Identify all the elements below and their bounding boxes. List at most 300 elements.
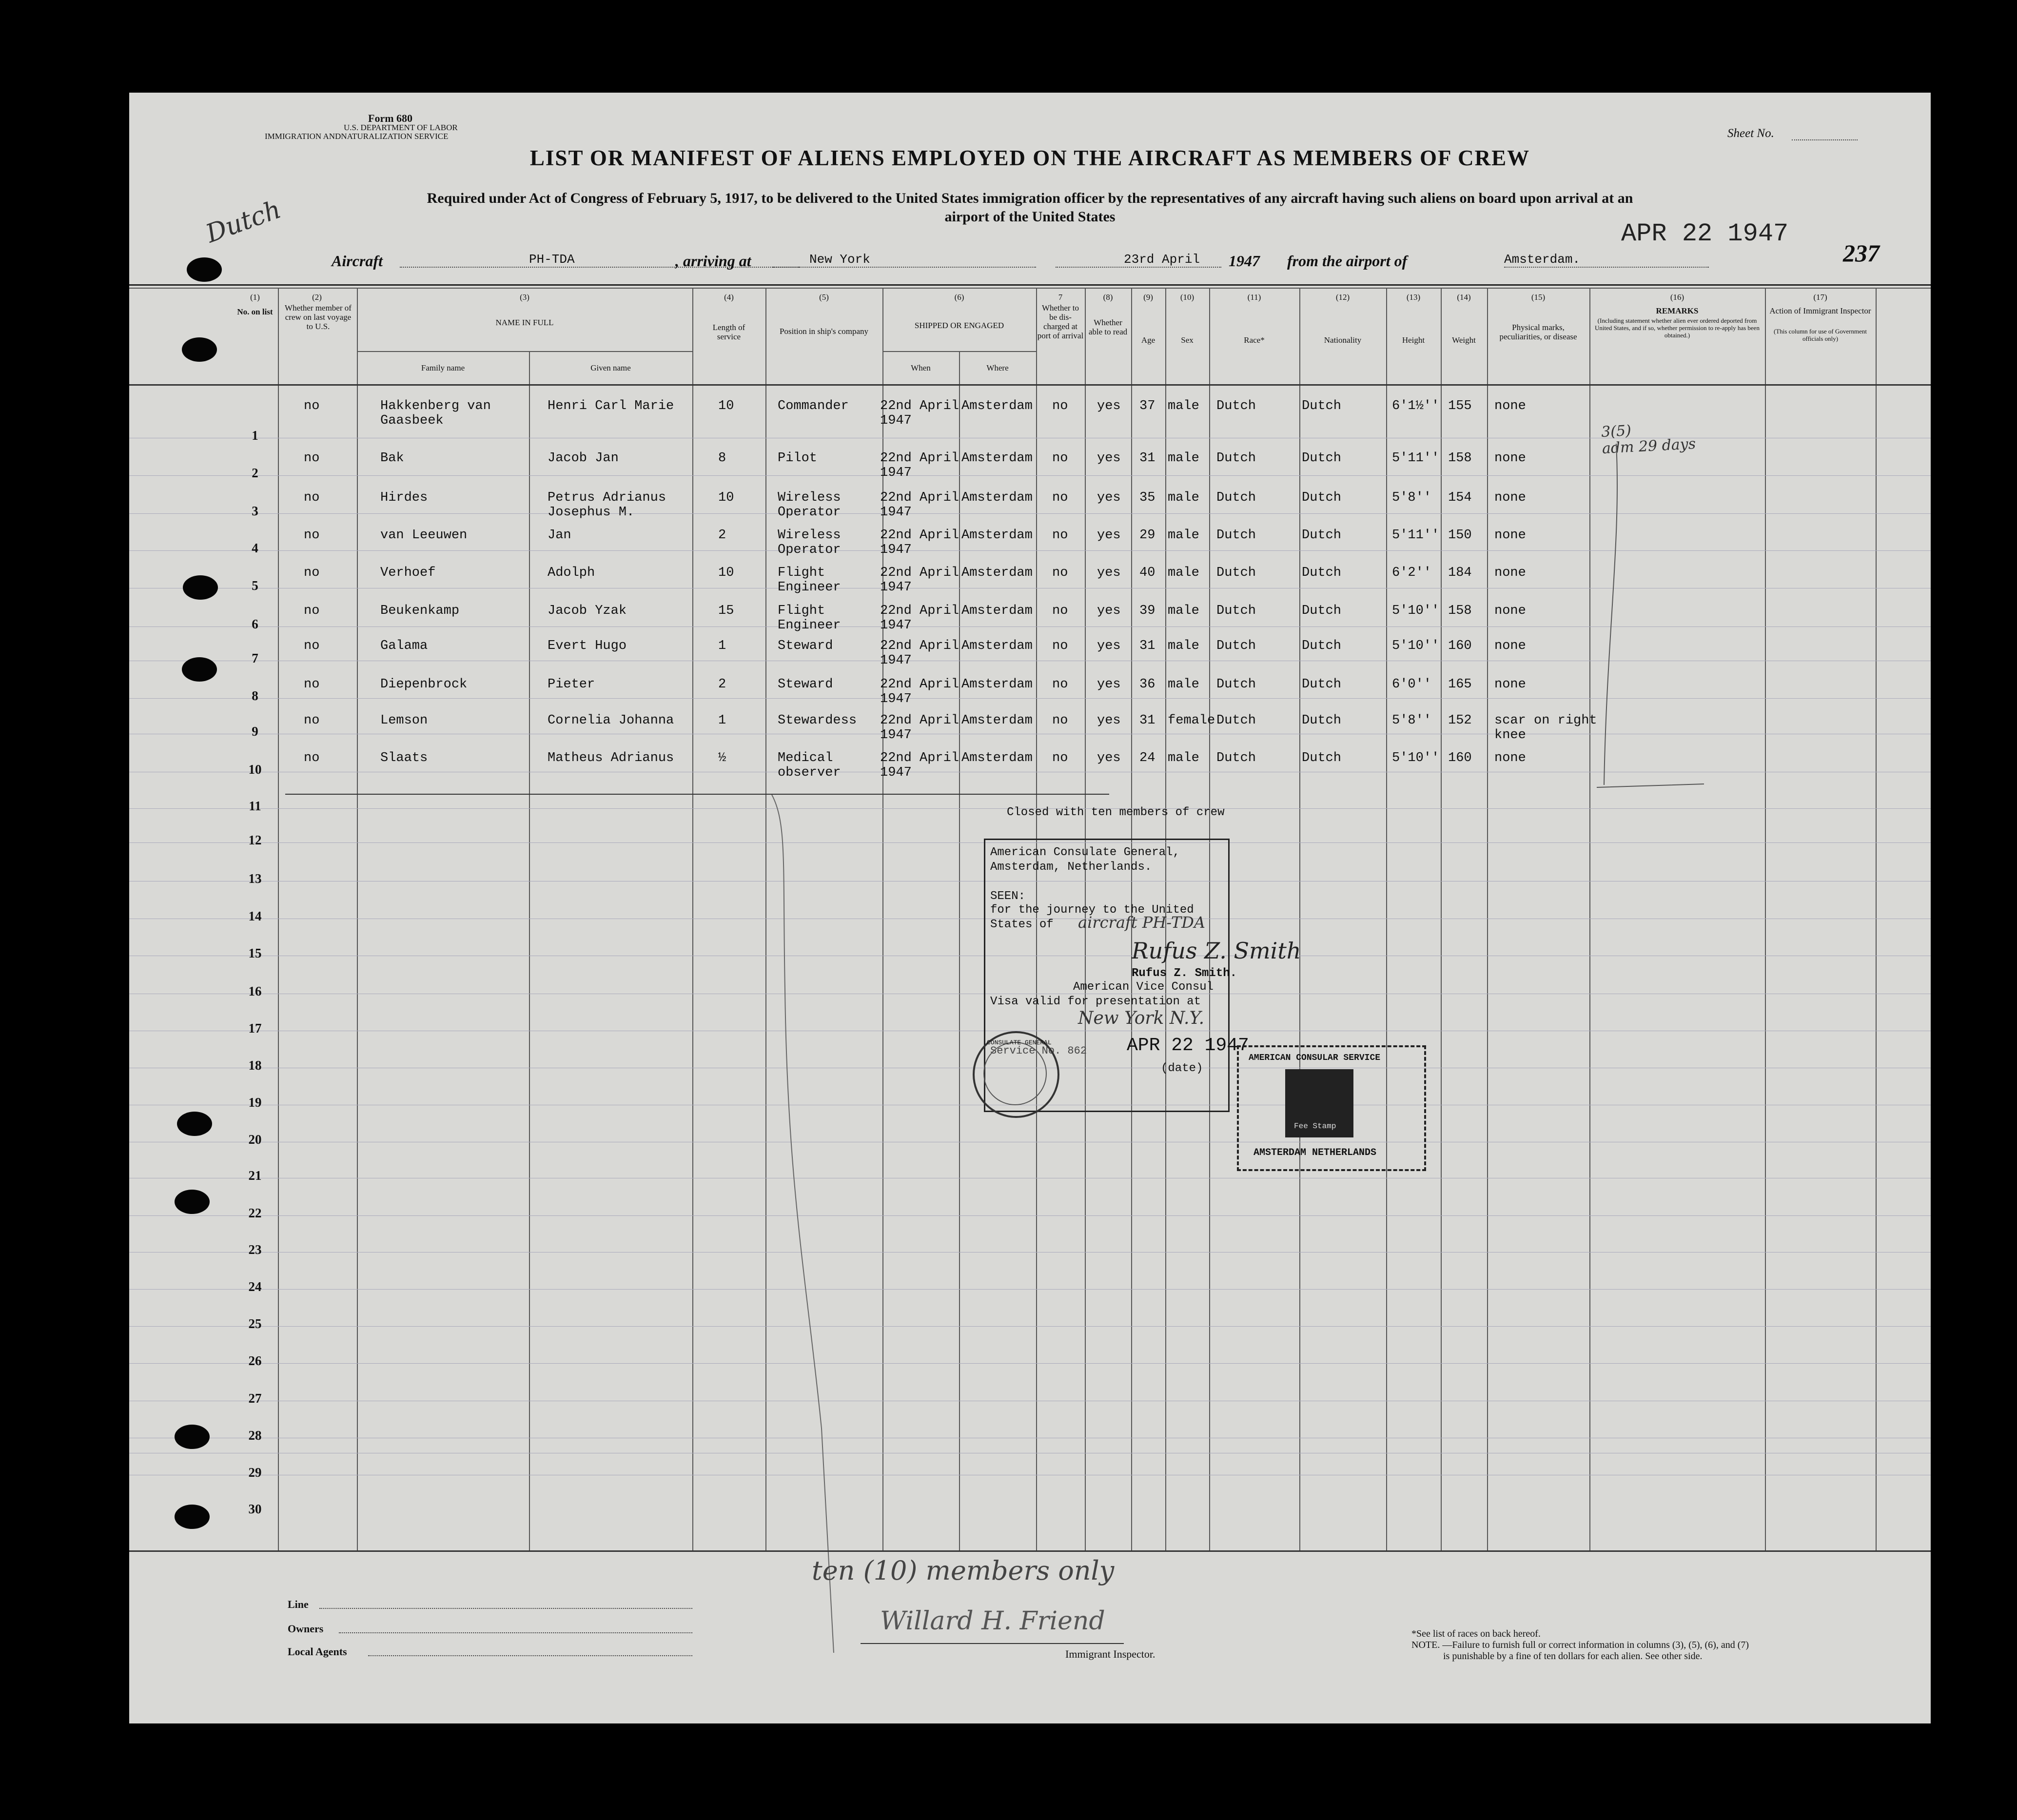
col-line	[1299, 288, 1300, 1550]
cell-race: Dutch	[1216, 604, 1256, 618]
cell-given: Adolph	[548, 566, 595, 580]
cell-weight: 158	[1448, 451, 1472, 466]
stamp-top-text: AMERICAN CONSULAR SERVICE	[1249, 1053, 1381, 1063]
cell-prev: no	[304, 751, 320, 765]
footnote-races: *See list of races on back hereof.	[1411, 1628, 1541, 1639]
inspector-line	[861, 1643, 1124, 1644]
from-value: Amsterdam.	[1504, 252, 1581, 267]
row-number: 29	[248, 1465, 262, 1480]
consulate-seen: SEEN:	[990, 890, 1026, 903]
cell-position: Wireless Operator	[778, 528, 841, 557]
row-number: 25	[248, 1316, 262, 1331]
cell-prev: no	[304, 713, 320, 728]
row-number: 13	[248, 871, 262, 886]
cell-family: Galama	[380, 639, 428, 653]
cell-height: 5'10''	[1392, 604, 1440, 618]
inspector-label: Immigrant Inspector.	[1065, 1648, 1155, 1660]
cell-sex: male	[1168, 528, 1199, 543]
date-label: (date)	[1161, 1062, 1203, 1075]
cell-prev: no	[304, 451, 320, 466]
row-number: 9	[252, 724, 258, 739]
cell-family: Hirdes	[380, 490, 428, 505]
cell-height: 5'11''	[1392, 528, 1440, 543]
agents-label: Local Agents	[288, 1645, 347, 1658]
seal-text: CONSULATE GENERAL	[987, 1039, 1052, 1046]
cell-position: Commander	[778, 399, 849, 413]
col8-header: Whether able to read	[1088, 318, 1128, 336]
row-number: 23	[248, 1242, 262, 1257]
cell-age: 31	[1139, 713, 1155, 728]
cell-height: 5'8''	[1392, 713, 1432, 728]
family-name-header: Family name	[421, 363, 465, 372]
row-number: 1	[252, 428, 258, 443]
cell-race: Dutch	[1216, 451, 1256, 466]
cell-marks: none	[1494, 528, 1526, 543]
shipped-subrule	[882, 351, 1036, 352]
row-number: 24	[248, 1279, 262, 1294]
cell-nationality: Dutch	[1302, 490, 1342, 505]
row-number: 22	[248, 1206, 262, 1220]
cell-when: 22nd April 1947	[880, 713, 960, 743]
cell-height: 6'2''	[1392, 566, 1432, 580]
line-field	[319, 1608, 692, 1609]
cell-read: yes	[1097, 566, 1121, 580]
cell-height: 6'0''	[1392, 677, 1432, 692]
subtitle-line-1: Required under Act of Congress of February 5, 1917, to be delivered to the United States immigration officer by the representatives of any aircraft having such aliens on board upon arrival at an	[427, 190, 1633, 206]
handwritten-dutch: Dutch	[202, 195, 285, 249]
cell-when: 22nd April 1947	[880, 399, 960, 428]
cell-nationality: Dutch	[1302, 566, 1342, 580]
row-number: 5	[252, 578, 258, 593]
cell-family: Bak	[380, 451, 404, 466]
cell-where: Amsterdam	[961, 639, 1033, 653]
row-rule	[129, 1363, 1931, 1364]
cell-position: Wireless Operator	[778, 490, 841, 520]
cell-length: 2	[718, 528, 726, 543]
col17-header: Action of Immigrant Inspector	[1769, 306, 1871, 315]
consulate-line2: Amsterdam, Netherlands.	[990, 861, 1152, 874]
consulate-journey: for the journey to the United	[990, 903, 1194, 917]
row-number: 6	[252, 617, 258, 631]
consul-name: Rufus Z. Smith.	[1132, 967, 1237, 980]
row-rule	[129, 1289, 1931, 1290]
cell-height: 5'10''	[1392, 751, 1440, 765]
row-number: 7	[252, 651, 258, 665]
cell-family: Lemson	[380, 713, 428, 728]
cell-given: Matheus Adrianus	[548, 751, 674, 765]
cell-marks: none	[1494, 451, 1526, 466]
cell-family: Beukenkamp	[380, 604, 460, 618]
when-header: When	[911, 363, 931, 372]
cell-weight: 154	[1448, 490, 1472, 505]
row-number: 20	[248, 1132, 262, 1147]
from-label: from the airport of	[1287, 252, 1408, 270]
cell-given: Jacob Yzak	[548, 604, 627, 618]
subtitle-line-2: airport of the United States	[944, 209, 1116, 225]
cell-where: Amsterdam	[961, 490, 1033, 505]
cell-race: Dutch	[1216, 490, 1256, 505]
page-number: 237	[1843, 239, 1880, 267]
binder-hole	[175, 1425, 210, 1449]
row-number: 30	[248, 1502, 262, 1516]
cell-given: Jan	[548, 528, 571, 543]
cell-discharge: no	[1052, 399, 1068, 413]
cell-discharge: no	[1052, 639, 1068, 653]
cell-prev: no	[304, 566, 320, 580]
col3-number: (3)	[520, 293, 529, 302]
cell-read: yes	[1097, 751, 1121, 765]
col16-number: (16)	[1670, 293, 1684, 302]
date-value: 23rd April	[1124, 252, 1200, 267]
department: U.S. DEPARTMENT OF LABOR	[344, 123, 458, 132]
date-line	[1056, 267, 1221, 268]
ten-only-note: ten (10) members only	[812, 1555, 1115, 1586]
row-number: 8	[252, 688, 258, 703]
cell-nationality: Dutch	[1302, 528, 1342, 543]
row-number: 12	[248, 833, 262, 847]
col4-header: Length of service	[712, 323, 745, 341]
page-title: LIST OR MANIFEST OF ALIENS EMPLOYED ON THE AIRCRAFT AS MEMBERS OF CREW	[529, 146, 1530, 170]
col14-number: (14)	[1457, 293, 1471, 302]
header-date-stamp: APR 22 1947	[1621, 219, 1789, 248]
remarks-handwriting: 3(5) adm 29 days	[1601, 422, 1696, 457]
cell-weight: 155	[1448, 399, 1472, 413]
cell-race: Dutch	[1216, 566, 1256, 580]
cell-position: Steward	[778, 677, 833, 692]
cell-position: Medical observer	[778, 751, 841, 780]
cell-given: Evert Hugo	[548, 639, 627, 653]
cell-race: Dutch	[1216, 528, 1256, 543]
cell-where: Amsterdam	[961, 399, 1033, 413]
binder-hole	[182, 657, 217, 682]
cell-when: 22nd April 1947	[880, 751, 960, 780]
col13-header: Height	[1402, 335, 1425, 345]
cell-height: 5'10''	[1392, 639, 1440, 653]
col-line	[357, 288, 358, 1550]
cell-race: Dutch	[1216, 639, 1256, 653]
cell-where: Amsterdam	[961, 451, 1033, 466]
cell-family: Hakkenberg van Gaasbeek	[380, 399, 491, 428]
cell-race: Dutch	[1216, 399, 1256, 413]
col-line	[529, 351, 530, 1550]
inspector-signature: Willard H. Friend	[880, 1606, 1105, 1636]
given-name-header: Given name	[590, 363, 631, 372]
cell-sex: male	[1168, 490, 1199, 505]
aircraft-label: Aircraft	[332, 252, 383, 270]
cell-where: Amsterdam	[961, 751, 1033, 765]
aircraft-value: PH-TDA	[529, 252, 575, 267]
cell-discharge: no	[1052, 566, 1068, 580]
col2-number: (2)	[312, 293, 322, 302]
col11-header: Race*	[1244, 335, 1265, 345]
cell-length: 1	[718, 713, 726, 728]
col7-number: 7	[1058, 293, 1063, 302]
cell-read: yes	[1097, 639, 1121, 653]
manifest-sheet	[129, 93, 1931, 1723]
consul-signature: Rufus Z. Smith	[1132, 938, 1301, 964]
row-number: 15	[248, 946, 262, 960]
cell-read: yes	[1097, 604, 1121, 618]
col12-number: (12)	[1335, 293, 1350, 302]
service-number: Service No. 862	[990, 1045, 1087, 1057]
arriving-label: , arriving at	[675, 252, 751, 270]
cell-position: Steward	[778, 639, 833, 653]
cell-discharge: no	[1052, 451, 1068, 466]
col16-header: REMARKS	[1656, 306, 1699, 315]
cell-marks: none	[1494, 751, 1526, 765]
col9-header: Age	[1141, 335, 1155, 345]
cell-read: yes	[1097, 490, 1121, 505]
col2-header: Whether member of crew on last voyage to U.S.	[285, 303, 352, 331]
column-header-rule	[129, 384, 1931, 386]
col-line	[1765, 288, 1766, 1550]
cell-nationality: Dutch	[1302, 713, 1342, 728]
cell-length: 10	[718, 490, 734, 505]
col13-number: (13)	[1406, 293, 1421, 302]
cell-family: Slaats	[380, 751, 428, 765]
cell-length: ½	[718, 751, 726, 765]
col4-number: (4)	[724, 293, 734, 302]
table-bottom-rule	[129, 1550, 1931, 1552]
row-number: 3	[252, 504, 258, 518]
col17-subheader: (This column for use of Government officials only)	[1774, 328, 1867, 342]
cell-weight: 160	[1448, 751, 1472, 765]
cell-race: Dutch	[1216, 751, 1256, 765]
cell-sex: male	[1168, 604, 1199, 618]
cell-age: 37	[1139, 399, 1155, 413]
footnote-penalty-2: is punishable by a fine of ten dollars for each alien. See other side.	[1443, 1651, 1703, 1662]
sheet-label: Sheet No.	[1727, 127, 1774, 140]
visa-port: New York N.Y.	[1078, 1008, 1205, 1028]
col7-header: Whether to be dis-charged at port of arrival	[1037, 303, 1084, 340]
cell-age: 36	[1139, 677, 1155, 692]
fee-stamp-label: Fee Stamp	[1294, 1122, 1336, 1131]
binder-hole	[182, 337, 217, 362]
cell-given: Henri Carl Marie	[548, 399, 674, 413]
row-rule	[129, 1326, 1931, 1327]
cell-race: Dutch	[1216, 677, 1256, 692]
col6-number: (6)	[954, 293, 964, 302]
cell-length: 1	[718, 639, 726, 653]
consular-seal	[973, 1031, 1059, 1118]
cell-length: 8	[718, 451, 726, 466]
cell-nationality: Dutch	[1302, 751, 1342, 765]
row-number: 21	[248, 1168, 262, 1183]
cell-given: Petrus Adrianus Josephus M.	[548, 490, 666, 520]
row-rule	[129, 1215, 1931, 1216]
cell-prev: no	[304, 604, 320, 618]
cell-position: Pilot	[778, 451, 818, 466]
col-line	[765, 288, 766, 1550]
row-number: 10	[248, 762, 262, 777]
col6-header: SHIPPED OR ENGAGED	[914, 321, 1004, 330]
cell-weight: 165	[1448, 677, 1472, 692]
cell-family: Verhoef	[380, 566, 436, 580]
row-number: 27	[248, 1391, 262, 1406]
year-value: 1947	[1229, 252, 1260, 270]
col10-number: (10)	[1180, 293, 1195, 302]
col9-number: (9)	[1143, 293, 1153, 302]
cell-discharge: no	[1052, 528, 1068, 543]
cell-read: yes	[1097, 451, 1121, 466]
cell-sex: male	[1168, 677, 1199, 692]
col-line	[1441, 288, 1442, 1550]
pen-line	[768, 795, 880, 1658]
cell-sex: female	[1168, 713, 1215, 728]
cell-marks: none	[1494, 399, 1526, 413]
visa-text: Visa valid for presentation at	[990, 995, 1201, 1008]
row-number: 2	[252, 466, 258, 480]
cell-when: 22nd April 1947	[880, 604, 960, 633]
cell-age: 24	[1139, 751, 1155, 765]
consulate-states-hand: aircraft PH-TDA	[1078, 913, 1205, 932]
col-line	[959, 351, 960, 1550]
cell-when: 22nd April 1947	[880, 528, 960, 557]
where-header: Where	[986, 363, 1009, 372]
col-line	[278, 288, 279, 1550]
cell-discharge: no	[1052, 604, 1068, 618]
cell-given: Cornelia Johanna	[548, 713, 674, 728]
cell-length: 2	[718, 677, 726, 692]
cell-marks: none	[1494, 677, 1526, 692]
binder-hole	[175, 1190, 210, 1214]
visa-date: APR 22 1947	[1127, 1035, 1249, 1056]
consulate-line1: American Consulate General,	[990, 846, 1180, 859]
cell-where: Amsterdam	[961, 604, 1033, 618]
cell-nationality: Dutch	[1302, 639, 1342, 653]
cell-sex: male	[1168, 639, 1199, 653]
cell-read: yes	[1097, 528, 1121, 543]
cell-nationality: Dutch	[1302, 399, 1342, 413]
cell-when: 22nd April 1947	[880, 566, 960, 595]
seal-inner	[983, 1042, 1047, 1105]
arriving-line	[773, 267, 1036, 268]
cell-height: 6'1½''	[1392, 399, 1440, 413]
fee-stamp-box	[1237, 1045, 1426, 1171]
remarks-pen-line	[1587, 444, 1714, 795]
cell-nationality: Dutch	[1302, 677, 1342, 692]
closed-with-text: Closed with ten members of crew	[1007, 806, 1225, 819]
cell-weight: 152	[1448, 713, 1472, 728]
cell-length: 10	[718, 566, 734, 580]
col14-header: Weight	[1452, 335, 1476, 345]
cell-discharge: no	[1052, 713, 1068, 728]
cell-where: Amsterdam	[961, 528, 1033, 543]
row-number: 26	[248, 1353, 262, 1368]
cell-nationality: Dutch	[1302, 451, 1342, 466]
cell-prev: no	[304, 490, 320, 505]
cell-marks: scar on right knee	[1494, 713, 1597, 743]
cell-given: Pieter	[548, 677, 595, 692]
cell-height: 5'11''	[1392, 451, 1440, 466]
cell-read: yes	[1097, 677, 1121, 692]
from-line	[1504, 267, 1709, 268]
cell-where: Amsterdam	[961, 713, 1033, 728]
row-number: 18	[248, 1058, 262, 1073]
cell-discharge: no	[1052, 677, 1068, 692]
cell-weight: 150	[1448, 528, 1472, 543]
consul-title: American Vice Consul	[1073, 980, 1214, 994]
col10-header: Sex	[1181, 335, 1194, 345]
col5-number: (5)	[819, 293, 829, 302]
col3-header: NAME IN FULL	[495, 318, 554, 327]
cell-marks: none	[1494, 604, 1526, 618]
binder-hole	[175, 1505, 210, 1529]
service: IMMIGRATION ANDNATURALIZATION SERVICE	[265, 132, 449, 141]
cell-sex: male	[1168, 451, 1199, 466]
cell-read: yes	[1097, 713, 1121, 728]
col15-number: (15)	[1531, 293, 1546, 302]
col8-number: (8)	[1103, 293, 1113, 302]
binder-hole	[187, 257, 222, 282]
cell-discharge: no	[1052, 490, 1068, 505]
cell-prev: no	[304, 528, 320, 543]
row-number: 11	[249, 799, 261, 813]
closing-rule	[285, 794, 1109, 795]
row-number: 17	[248, 1021, 262, 1036]
owners-field	[339, 1632, 692, 1633]
arriving-value: New York	[809, 252, 870, 267]
col-line	[1876, 288, 1877, 1550]
cell-sex: male	[1168, 566, 1199, 580]
cell-position: Flight Engineer	[778, 604, 841, 633]
row-number: 4	[252, 541, 258, 555]
cell-weight: 158	[1448, 604, 1472, 618]
cell-nationality: Dutch	[1302, 604, 1342, 618]
col5-header: Position in ship's company	[779, 327, 869, 336]
col1-number: (1)	[250, 293, 260, 302]
cell-age: 29	[1139, 528, 1155, 543]
col-line	[1386, 288, 1387, 1550]
cell-marks: none	[1494, 490, 1526, 505]
col17-number: (17)	[1813, 293, 1827, 302]
header-rule	[129, 284, 1931, 286]
cell-age: 31	[1139, 639, 1155, 653]
cell-when: 22nd April 1947	[880, 451, 960, 480]
consulate-states: States of	[990, 918, 1054, 931]
cell-length: 10	[718, 399, 734, 413]
cell-prev: no	[304, 399, 320, 413]
cell-age: 40	[1139, 566, 1155, 580]
sheet-line	[1792, 139, 1858, 140]
form-number: Form 680	[368, 112, 413, 124]
line-label: Line	[288, 1598, 309, 1610]
cell-age: 35	[1139, 490, 1155, 505]
fee-stamp	[1285, 1069, 1353, 1137]
cell-family: Diepenbrock	[380, 677, 468, 692]
header-rule-2	[129, 288, 1931, 289]
cell-position: Flight Engineer	[778, 566, 841, 595]
row-number: 28	[248, 1428, 262, 1443]
row-number: 19	[248, 1095, 262, 1110]
cell-height: 5'8''	[1392, 490, 1432, 505]
cell-sex: male	[1168, 399, 1199, 413]
cell-length: 15	[718, 604, 734, 618]
cell-read: yes	[1097, 399, 1121, 413]
cell-prev: no	[304, 677, 320, 692]
col12-header: Nationality	[1324, 335, 1362, 345]
name-subrule	[357, 351, 692, 352]
cell-family: van Leeuwen	[380, 528, 468, 543]
cell-marks: none	[1494, 566, 1526, 580]
cell-where: Amsterdam	[961, 566, 1033, 580]
binder-hole	[177, 1112, 212, 1136]
col15-header: Physical marks, peculiarities, or disease	[1499, 323, 1577, 341]
row-number: 16	[248, 984, 262, 998]
cell-prev: no	[304, 639, 320, 653]
col11-number: (11)	[1247, 293, 1261, 302]
cell-race: Dutch	[1216, 713, 1256, 728]
